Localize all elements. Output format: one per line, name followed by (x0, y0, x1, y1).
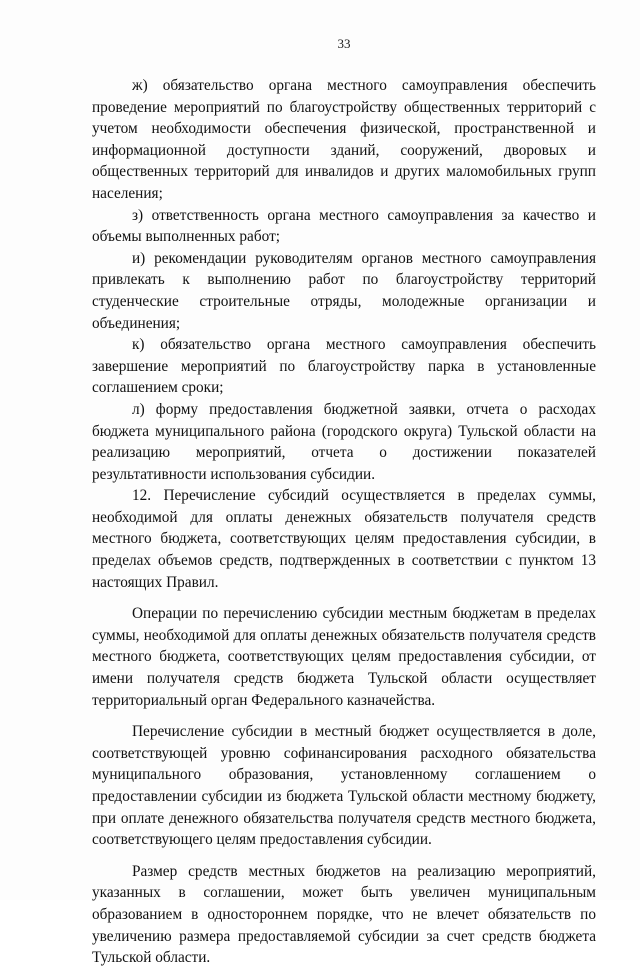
paragraph-gap (92, 851, 596, 861)
paragraph-item-z: з) ответственность органа местного самоуправления за качество и объемы выполненных работ; (92, 206, 596, 246)
paragraph-item-l: л) форму предоставления бюджетной заявки, отчета о расходах бюджета муниципального района (городского округа) Тульской области на реализацию мероприятий, отчета о достижении показателей результативности использования субсидии. (92, 400, 596, 483)
paragraph-item-zh: ж) обязательство органа местного самоуправления обеспечить проведение мероприятий по благоустройству общественных территорий с учетом необходимости обеспечения физической, пространственной и информационной доступности зданий, сооружений, дворовых и общественных территорий для инвалидов и других маломобильных групп населения; (92, 77, 596, 202)
document-body (92, 75, 596, 969)
paragraph-operations: Операции по перечислению субсидии местным бюджетам в пределах суммы, необходимой для оплаты денежных обязательств получателя средств местного бюджета, соответствующих целям предоставления субсидии, от имени получателя средств бюджета Тульской области осуществляет территориальный орган Федерального казначейства. (92, 605, 596, 709)
paragraph-gap (92, 711, 596, 721)
paragraph-clause-12: 12. Перечисление субсидий осуществляется в пределах суммы, необходимой для оплаты денежных обязательств получателя средств местного бюджета, соответствующих целям предоставления субсидии, в пределах объемов средств, подтвержденных в соответствии с пунктом 13 настоящих Правил. (92, 487, 596, 591)
paragraph-local-budget: Размер средств местных бюджетов на реализацию мероприятий, указанных в соглашении, может быть увеличен муниципальным образованием в одностороннем порядке, что не влечет обязательств по увеличению размера предоставляемой субсидии за счет средств бюджета Тульской области. (92, 862, 596, 967)
paragraph-transfer: Перечисление субсидии в местный бюджет осуществляется в доле, соответствующей уровню софинансирования расходного обязательства муниципального образования, установленному соглашением о предоставлении субсидии из бюджета Тульской области местному бюджету, при оплате денежного обязательства получателя средств местного бюджета, соответствующего целям предоставления субсидии. (92, 723, 596, 849)
paragraph-item-i: и) рекомендации руководителям органов местного самоуправления привлекать к выполнению работ по благоустройству территорий студенческие строительные отряды, молодежные организации и объединения; (92, 249, 596, 332)
paragraph-item-k: к) обязательство органа местного самоуправления обеспечить завершение мероприятий по благоустройству парка в установленные соглашением сроки; (92, 336, 596, 397)
paragraph-gap (92, 593, 596, 603)
page-number: 33 (337, 36, 351, 51)
